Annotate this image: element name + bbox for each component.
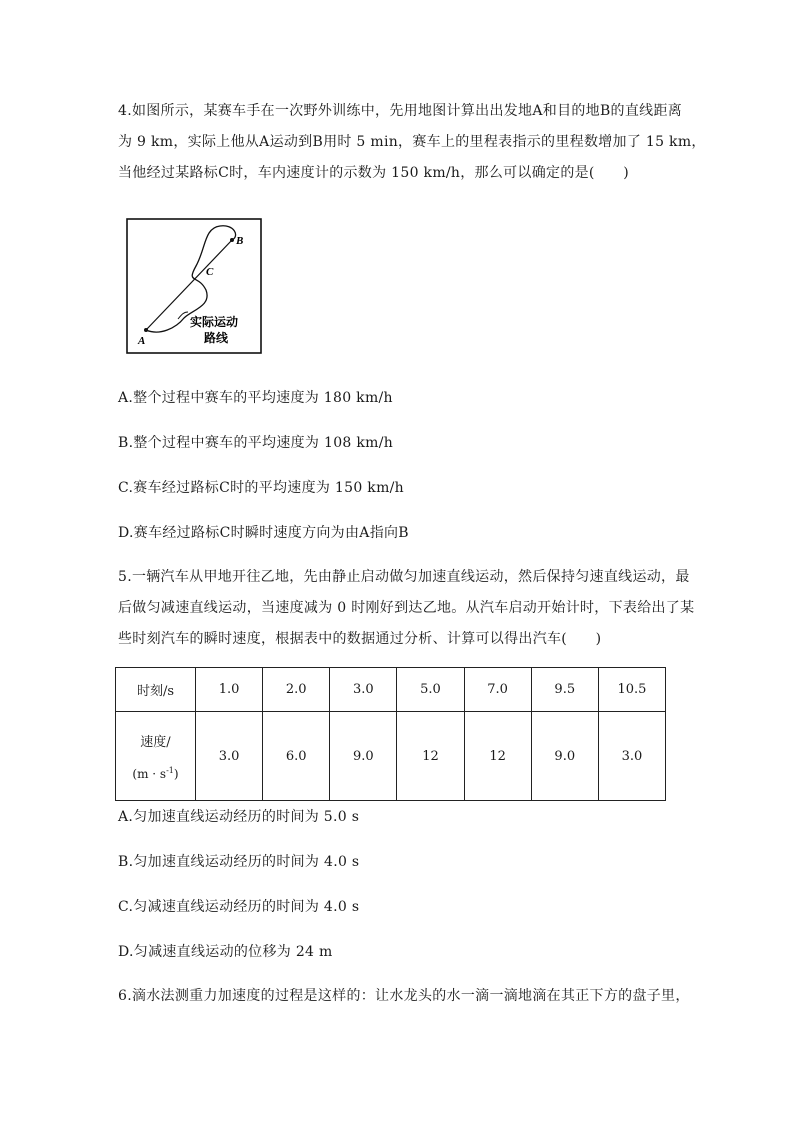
label-a: A	[138, 335, 146, 347]
route-diagram	[126, 218, 262, 354]
q5-option-a: A.匀加速直线运动经历的时间为 5.0 s	[118, 809, 360, 825]
q5-text-line-3: 些时刻汽车的瞬时速度，根据表中的数据通过分析、计算可以得出汽车( )	[118, 631, 602, 647]
label-c: C	[206, 266, 214, 278]
time-cell: 1.0	[196, 668, 263, 712]
speed-header	[116, 712, 196, 801]
speed-cell: 6.0	[263, 712, 330, 801]
table-row-time	[116, 668, 666, 712]
time-cell: 3.0	[330, 668, 397, 712]
time-cell: 10.5	[598, 668, 665, 712]
q4-text-line-3: 当他经过某路标C时，车内速度计的示数为 150 km/h，那么可以确定的是( )	[118, 165, 630, 181]
q5-text-line-1: 5.一辆汽车从甲地开往乙地，先由静止启动做匀加速直线运动，然后保持匀速直线运动，最	[118, 569, 690, 585]
speed-cell: 9.0	[330, 712, 397, 801]
time-cell: 9.5	[531, 668, 598, 712]
time-header: 时刻/s	[116, 668, 196, 712]
speed-cell: 3.0	[196, 712, 263, 801]
speed-cell: 12	[464, 712, 531, 801]
speed-cell: 3.0	[598, 712, 665, 801]
speed-header-unit: $(m \cdot s^{-1})$	[132, 766, 179, 781]
velocity-table	[115, 667, 666, 801]
q5-option-b: B.匀加速直线运动经历的时间为 4.0 s	[118, 854, 360, 870]
label-b: B	[236, 235, 244, 247]
q4-option-a: A.整个过程中赛车的平均速度为 180 km/h	[118, 390, 393, 406]
q4-option-c: C.赛车经过路标C时的平均速度为 150 km/h	[118, 480, 404, 496]
time-cell: 2.0	[263, 668, 330, 712]
q4-option-d: D.赛车经过路标C时瞬时速度方向为由A指向B	[118, 525, 409, 541]
time-cell: 7.0	[464, 668, 531, 712]
q5-option-d: D.匀减速直线运动的位移为 24 m	[118, 944, 333, 960]
caption-line-2: 路线	[204, 331, 229, 345]
caption-line-1: 实际运动	[190, 315, 239, 329]
q6-text-line-1: 6.滴水法测重力加速度的过程是这样的：让水龙头的水一滴一滴地滴在其正下方的盘子里，	[118, 988, 690, 1004]
speed-header-label: 速度/	[140, 735, 171, 750]
q5-option-c: C.匀减速直线运动经历的时间为 4.0 s	[118, 899, 360, 915]
q4-text-line-1: 4.如图所示，某赛车手在一次野外训练中，先用地图计算出出发地A和目的地B的直线距离	[118, 103, 683, 119]
point-a	[144, 328, 148, 332]
speed-cell: 9.0	[531, 712, 598, 801]
point-b	[230, 238, 234, 242]
time-cell: 5.0	[397, 668, 464, 712]
speed-cell: 12	[397, 712, 464, 801]
q4-option-b: B.整个过程中赛车的平均速度为 108 km/h	[118, 435, 394, 451]
q4-text-line-2: 为 9 km，实际上他从A运动到B用时 5 min，赛车上的里程表指示的里程数增加了 15 km，	[118, 134, 706, 150]
table-row-speed	[116, 712, 666, 801]
q5-text-line-2: 后做匀减速直线运动，当速度减为 0 时刚好到达乙地。从汽车启动开始计时，下表给出了某	[118, 600, 695, 616]
